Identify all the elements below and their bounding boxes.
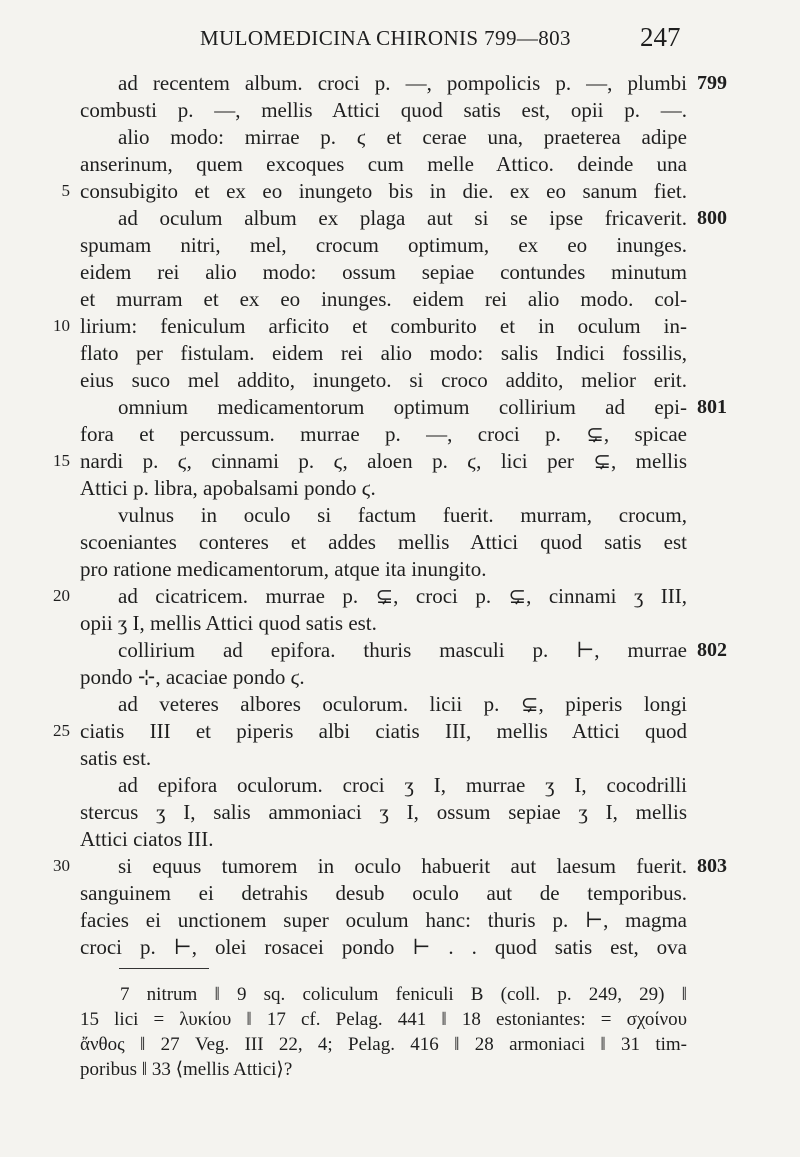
line-text: ad cicatricem. murrae p. ⊊, croci p. ⊊, cinnami ʒ III, (118, 584, 687, 608)
line-text: collirium ad epifora. thuris masculi p. ⊢, murrae (118, 638, 687, 662)
text-line (0, 529, 800, 556)
footnotes (80, 982, 687, 1082)
line-number: 5 (61, 181, 70, 200)
text-line (0, 637, 800, 664)
text-line (0, 286, 800, 313)
footnote-line: 15 lici = λυκίου ‖ 17 cf. Pelag. 441 ‖ 18 estoniantes: = σχοίνου (80, 1009, 687, 1030)
text-line (0, 421, 800, 448)
line-number: 25 (53, 721, 70, 740)
line-number: 20 (53, 586, 70, 605)
line-text: spumam nitri, mel, crocum optimum, ex eo inunges. (80, 233, 687, 257)
line-text: lirium: feniculum arficito et comburito et in oculum in- (80, 314, 687, 338)
line-text: anserinum, quem excoques cum melle Attico. deinde una (80, 152, 687, 176)
line-text: sanguinem ei detrahis desub oculo aut de temporibus. (80, 881, 687, 905)
line-text: Attici p. libra, apobalsami pondo ϛ. (80, 476, 376, 500)
text-line (0, 70, 800, 97)
line-text: pro ratione medicamentorum, atque ita inungito. (80, 557, 487, 581)
section-number: 803 (697, 855, 727, 877)
footnote-rule (119, 968, 209, 969)
line-text: scoeniantes conteres et addes mellis Attici quod satis est (80, 530, 687, 554)
text-line (0, 475, 800, 502)
text-line (0, 853, 800, 880)
line-text: croci p. ⊢, olei rosacei pondo ⊢ . . quod satis est, ova (80, 935, 687, 959)
line-text: flato per fistulam. eidem rei alio modo: salis Indici fossilis, (80, 341, 687, 365)
line-text: opii ʒ I, mellis Attici quod satis est. (80, 611, 377, 635)
line-text: nardi p. ϛ, cinnami p. ϛ, aloen p. ϛ, lici per ⊊, mellis (80, 449, 687, 473)
section-number: 799 (697, 72, 727, 94)
text-line (0, 394, 800, 421)
line-number: 30 (53, 856, 70, 875)
line-text: ad recentem album. croci p. —, pompolicis p. —, plumbi (118, 71, 687, 95)
text-line (0, 691, 800, 718)
line-text: eius suco mel addito, inungeto. si croco addito, melior erit. (80, 368, 687, 392)
line-text: pondo ⊹, acaciae pondo ϛ. (80, 665, 305, 689)
footnote-line: 7 nitrum ‖ 9 sq. coliculum feniculi B (coll. p. 249, 29) ‖ (120, 984, 687, 1005)
line-text: combusti p. —, mellis Attici quod satis est, opii p. —. (80, 98, 687, 122)
text-line (0, 664, 800, 691)
text-line (0, 205, 800, 232)
text-line (0, 124, 800, 151)
text-line (0, 934, 800, 961)
line-text: ciatis III et piperis albi ciatis III, mellis Attici quod (80, 719, 687, 743)
line-text: satis est. (80, 746, 152, 770)
line-number: 15 (53, 451, 70, 470)
text-line (0, 718, 800, 745)
section-number: 800 (697, 207, 727, 229)
text-line (0, 232, 800, 259)
line-text: alio modo: mirrae p. ϛ et cerae una, praeterea adipe (118, 125, 687, 149)
section-number: 801 (697, 396, 727, 418)
footnote-line: ἄνθος ‖ 27 Veg. III 22, 4; Pelag. 416 ‖ 28 armoniaci ‖ 31 tim- (80, 1034, 687, 1055)
line-text: fora et percussum. murrae p. —, croci p. ⊊, spicae (80, 422, 687, 446)
text-line (0, 97, 800, 124)
text-line (0, 556, 800, 583)
text-line (0, 772, 800, 799)
line-text: ad veteres albores oculorum. licii p. ⊊, piperis longi (118, 692, 687, 716)
text-line (0, 745, 800, 772)
text-line (0, 151, 800, 178)
line-text: eidem rei alio modo: ossum sepiae contundes minutum (80, 260, 687, 284)
text-line (0, 448, 800, 475)
page-number: 247 (640, 22, 681, 52)
text-line (0, 826, 800, 853)
page-header (0, 20, 800, 56)
text-line (0, 610, 800, 637)
line-text: et murram et ex eo inunges. eidem rei alio modo. col- (80, 287, 687, 311)
main-text (0, 70, 800, 961)
line-text: consubigito et ex eo inungeto bis in die. ex eo sanum fiet. (80, 179, 687, 203)
line-text: omnium medicamentorum optimum collirium ad epi- (118, 395, 687, 419)
line-text: Attici ciatos III. (80, 827, 214, 851)
section-number: 802 (697, 639, 727, 661)
text-line (0, 880, 800, 907)
text-line (0, 178, 800, 205)
running-title: MULOMEDICINA CHIRONIS 799—803 (200, 26, 571, 50)
text-line (0, 907, 800, 934)
text-line (0, 799, 800, 826)
text-line (0, 502, 800, 529)
text-line (0, 259, 800, 286)
line-text: ad epifora oculorum. croci ʒ I, murrae ʒ I, cocodrilli (118, 773, 687, 797)
line-text: si equus tumorem in oculo habuerit aut laesum fuerit. (118, 854, 687, 878)
footnote-line: poribus ‖ 33 ⟨mellis Attici⟩? (80, 1059, 293, 1080)
text-line (0, 313, 800, 340)
line-text: facies ei unctionem super oculum hanc: thuris p. ⊢, magma (80, 908, 687, 932)
line-text: ad oculum album ex plaga aut si se ipse fricaverit. (118, 206, 687, 230)
line-number: 10 (53, 316, 70, 335)
text-line (0, 340, 800, 367)
text-line (0, 583, 800, 610)
text-line (0, 367, 800, 394)
line-text: stercus ʒ I, salis ammoniaci ʒ I, ossum sepiae ʒ I, mellis (80, 800, 687, 824)
line-text: vulnus in oculo si factum fuerit. murram, crocum, (118, 503, 687, 527)
